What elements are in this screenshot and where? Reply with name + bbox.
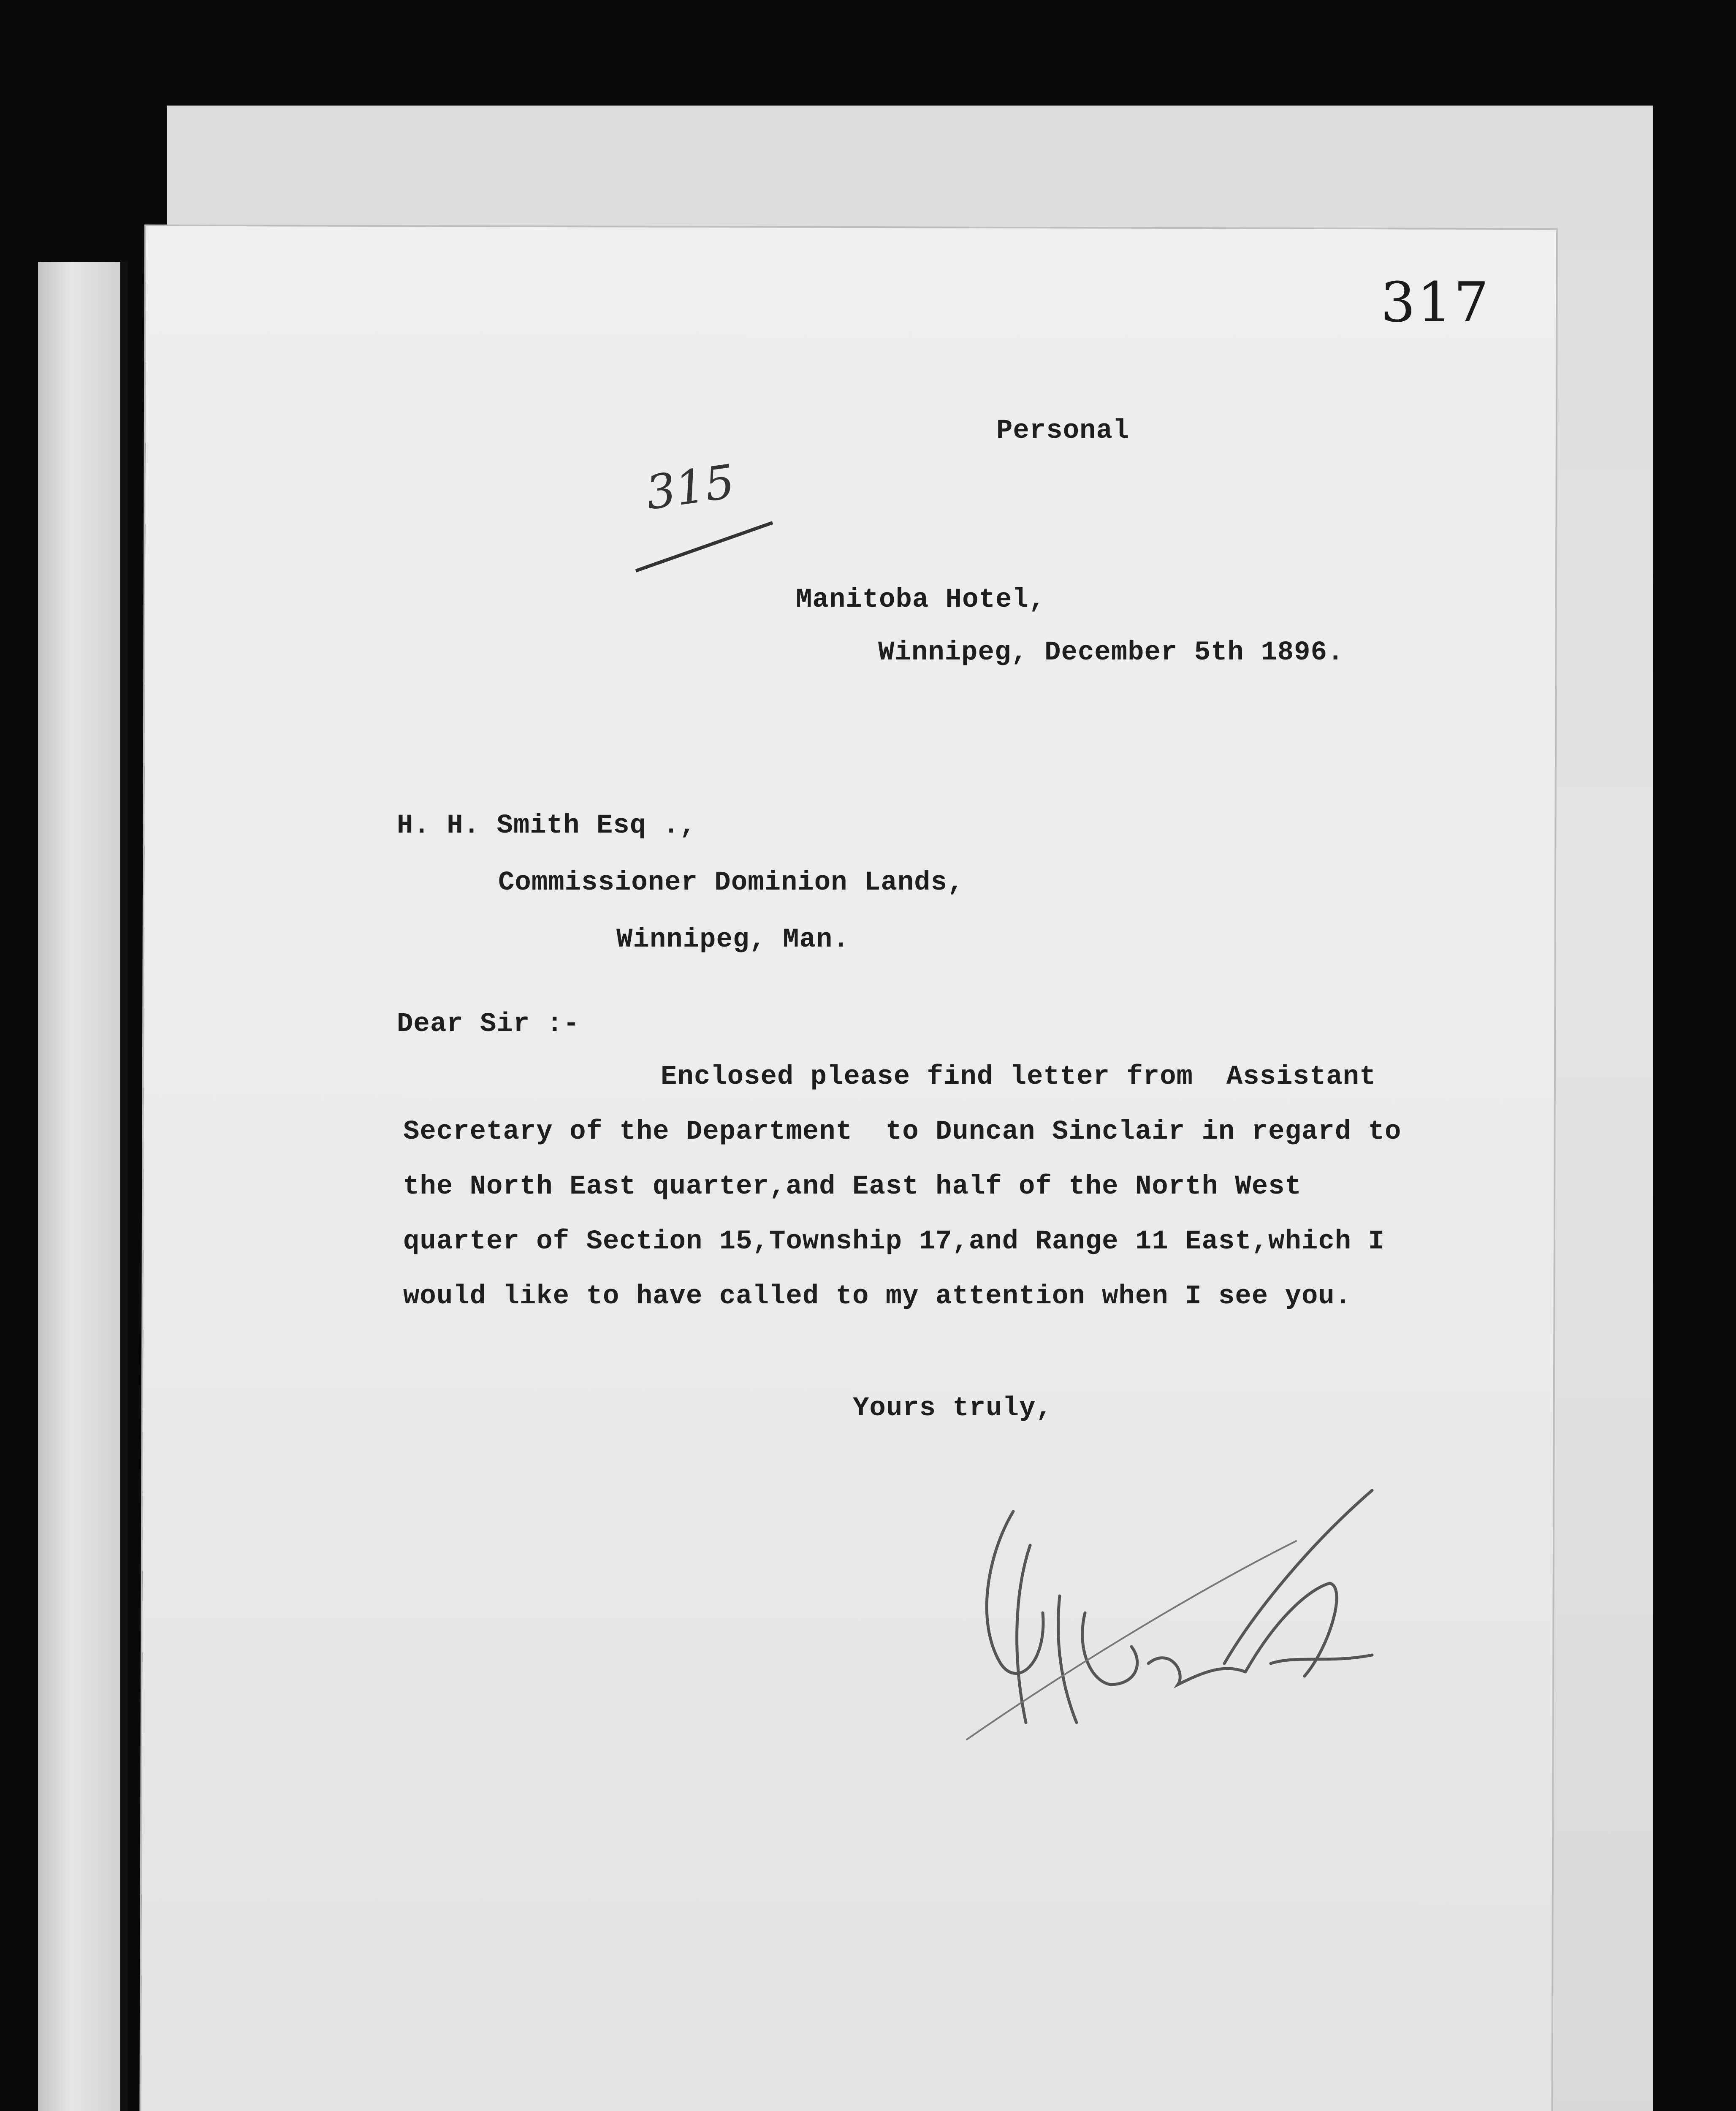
- letter-sheet: [141, 226, 1556, 2111]
- recipient-name: H. H. Smith Esq .,: [397, 811, 697, 841]
- recipient-title: Commissioner Dominion Lands,: [498, 868, 964, 898]
- body-line-3: the North East quarter,and East half of the North West: [403, 1172, 1302, 1202]
- handwritten-signature: [950, 1486, 1435, 1782]
- body-line-1: Enclosed please find letter from Assistant: [661, 1062, 1376, 1092]
- page-edge-shadow: [120, 262, 128, 2111]
- body-line-5: would like to have called to my attention when I see you.: [403, 1281, 1352, 1312]
- handwritten-page-number: 315: [643, 454, 738, 520]
- closing: Yours truly,: [853, 1393, 1052, 1424]
- sender-address-line-1: Manitoba Hotel,: [796, 585, 1046, 615]
- recipient-city: Winnipeg, Man.: [616, 925, 849, 955]
- handwritten-underline: [633, 519, 777, 574]
- body-line-4: quarter of Section 15,Township 17,and Range 11 East,which I: [403, 1226, 1385, 1257]
- adjacent-page-strip: [38, 262, 122, 2111]
- body-line-2: Secretary of the Department to Duncan Sinclair in regard to: [403, 1117, 1402, 1147]
- personal-marking: Personal: [996, 416, 1130, 446]
- salutation: Dear Sir :-: [397, 1009, 580, 1039]
- page-number: 317: [1381, 270, 1491, 334]
- sender-address-line-2: Winnipeg, December 5th 1896.: [878, 638, 1344, 668]
